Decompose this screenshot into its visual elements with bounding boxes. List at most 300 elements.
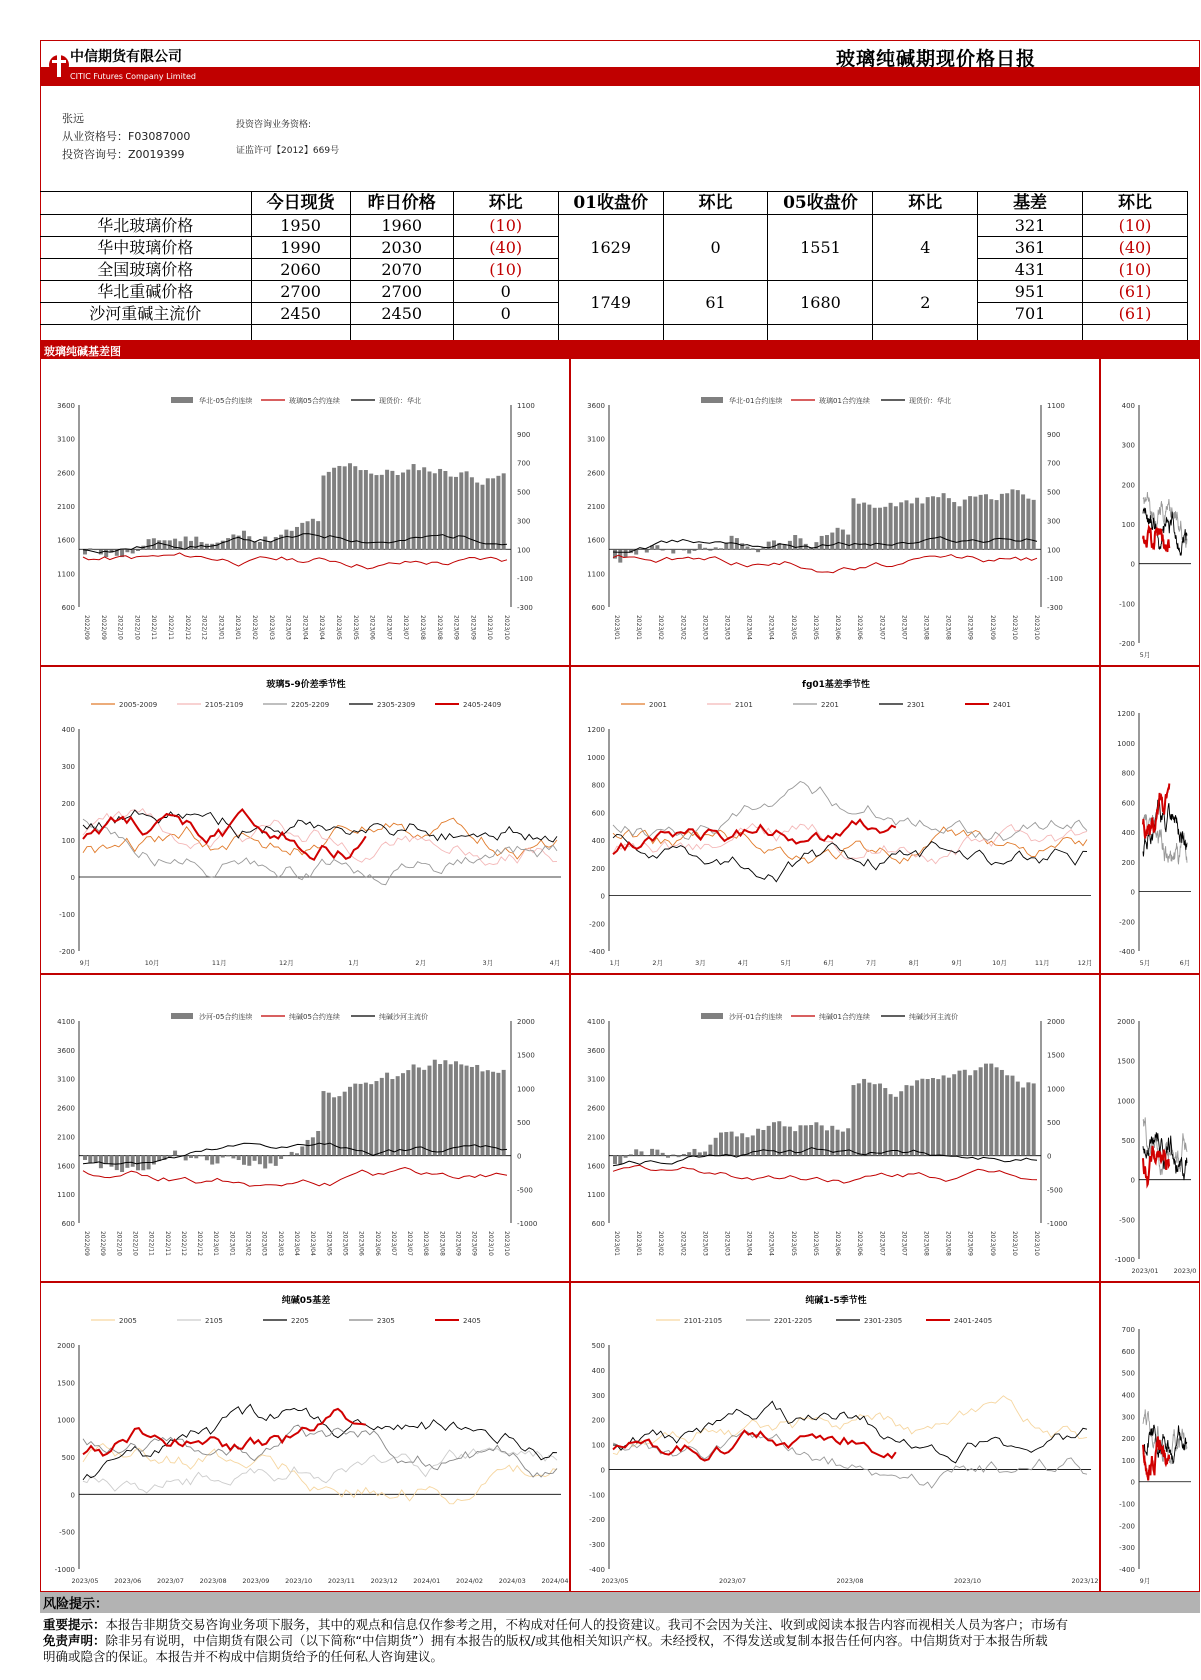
bar-mark	[958, 506, 962, 549]
y-tick-label: 500	[61, 1454, 75, 1462]
bar-mark	[920, 503, 924, 549]
y-right-tick-label: 1100	[517, 402, 535, 410]
bar-mark	[666, 1156, 670, 1158]
y-tick-label: 0	[1130, 888, 1135, 897]
y-tick-label: 400	[1121, 1391, 1135, 1400]
series-line	[613, 1431, 896, 1461]
bar-mark	[486, 1070, 490, 1156]
license-label: 投资咨询业务资格:	[236, 120, 312, 130]
series-line	[613, 555, 1037, 573]
bar-mark	[640, 1151, 644, 1155]
chart-title: 纯碱1-5季节性	[805, 1296, 867, 1306]
bar-mark	[920, 1079, 924, 1156]
x-tick-label: 2023/05	[335, 615, 342, 640]
chart-svg	[571, 359, 1101, 667]
disclaimer-label: 免责声明：	[43, 1633, 106, 1648]
x-tick-label: 2023/04	[309, 1231, 317, 1256]
bar-mark	[767, 1126, 771, 1156]
y-right-tick-label: 100	[1047, 546, 1061, 555]
license-number: 证监许可【2012】669号	[236, 146, 340, 156]
bar-mark	[173, 1151, 177, 1156]
risk-bar	[40, 1592, 1200, 1613]
bar-mark	[279, 1156, 283, 1159]
basis: 361	[978, 237, 1083, 259]
series-line	[83, 1168, 507, 1187]
x-tick-label: 2023/10	[503, 1231, 510, 1256]
y-right-tick-label: -100	[517, 575, 533, 584]
bar-mark	[1026, 499, 1030, 550]
x-tick-label: 2023/06	[357, 1231, 365, 1256]
bar-mark	[459, 472, 463, 549]
bar-mark	[730, 1132, 734, 1156]
x-tick-label: 5月	[780, 959, 792, 967]
x-tick-label: 2023/06	[114, 1577, 142, 1585]
x-tick-label: 2023/06	[368, 615, 376, 640]
y-tick-label: 2600	[57, 1104, 75, 1113]
legend-label: 2405	[463, 1317, 481, 1325]
x-tick-label: 2023/01	[635, 1231, 643, 1256]
x-tick-label: 2023/01	[217, 615, 225, 640]
chart-svg	[1101, 359, 1201, 667]
bar-mark	[454, 477, 458, 549]
important-notice	[43, 1617, 1068, 1633]
bar-mark	[910, 1086, 914, 1156]
bar-mark	[862, 1079, 866, 1156]
today-price: 2060	[251, 259, 350, 281]
bar-mark	[88, 1156, 92, 1164]
x-tick-label: 2023/05	[789, 615, 797, 640]
chart-svg	[41, 1283, 571, 1593]
bar-mark	[417, 1067, 421, 1155]
chart-svg	[41, 667, 571, 975]
bar-mark	[157, 540, 161, 549]
x-tick-label: 2023/02	[251, 615, 258, 640]
bar-mark	[820, 1125, 824, 1155]
legend-label: 2401	[993, 701, 1011, 709]
x-tick-label: 2024/02	[456, 1577, 484, 1585]
bar-mark	[237, 1156, 241, 1160]
bar-mark	[269, 541, 273, 549]
bar-mark	[693, 1149, 697, 1156]
bar-mark	[1021, 1088, 1025, 1156]
bar-mark	[475, 1065, 479, 1156]
bar-mark	[406, 470, 410, 550]
bar-mark	[682, 1154, 686, 1156]
bar-mark	[799, 1125, 803, 1155]
bar-mark	[677, 549, 681, 550]
bar-mark	[104, 1156, 108, 1164]
y-tick-label: 300	[1121, 1413, 1135, 1422]
glass-05-close: 1551	[768, 215, 873, 281]
x-tick-label: 4月	[737, 959, 749, 967]
x-tick-label: 2022/12	[183, 615, 191, 640]
bar-mark	[443, 471, 447, 549]
x-tick-label: 7月	[866, 959, 877, 967]
x-tick-label: 2022/10	[133, 615, 141, 640]
y-tick-label: 3100	[57, 435, 75, 444]
x-tick-label: 2023/04	[745, 1231, 753, 1256]
bar-mark	[348, 463, 352, 549]
bar-mark	[910, 503, 914, 549]
y-right-tick-label: -300	[1047, 604, 1063, 612]
legend-label: 2005-2009	[119, 701, 158, 709]
basis: 321	[978, 215, 1083, 237]
report-title: 玻璃纯碱期现价格日报	[836, 48, 1037, 70]
bar-mark	[714, 547, 718, 549]
x-tick-label: 2023/01	[635, 615, 643, 640]
y-tick-label: -400	[589, 1566, 605, 1574]
legend-label: 2001	[649, 701, 667, 709]
legend-label: 纯碱沙河主流价	[909, 1013, 958, 1021]
y-right-tick-label: 900	[517, 430, 531, 439]
header-cell: 环比	[453, 192, 558, 215]
series-line	[83, 553, 507, 569]
y-tick-label: 2600	[587, 1104, 605, 1113]
chart-title: fg01基差季节性	[802, 680, 870, 690]
x-tick-label: 2023/07	[718, 1577, 747, 1585]
x-tick-label: 2023/03	[284, 615, 292, 640]
bar-mark	[502, 1070, 506, 1156]
x-tick-label: 2023/10	[486, 615, 494, 640]
bar-mark	[719, 548, 723, 549]
bar-mark	[724, 1132, 728, 1156]
bar-mark	[671, 549, 675, 553]
legend-label: 纯碱05合约连续	[289, 1013, 340, 1021]
y-tick-label: 200	[591, 1416, 605, 1425]
y-tick-label: -200	[59, 948, 75, 956]
y-tick-label: 1500	[1117, 1057, 1135, 1066]
legend-label: 沙河-01合约连续	[729, 1013, 783, 1021]
series-line	[613, 1165, 1037, 1183]
y-tick-label: 2600	[587, 469, 605, 478]
x-tick-label: 2023/08	[435, 615, 443, 640]
bar-mark	[253, 1156, 257, 1161]
legend-label: 2301	[907, 701, 925, 709]
bar-mark	[364, 470, 368, 549]
x-tick-label: 2023/05	[325, 1231, 333, 1256]
x-tick-label: 2023/08	[922, 1231, 930, 1256]
x-tick-label: 2023/07	[156, 1577, 184, 1585]
x-tick-label: 2023/07	[878, 1231, 886, 1256]
soda-01-change: 61	[663, 281, 768, 325]
x-tick-label: 2023/05	[601, 1577, 629, 1585]
y-tick-label: 1500	[57, 1379, 75, 1388]
y-tick-label: 3600	[587, 1046, 605, 1055]
x-tick-label: 2022/10	[116, 615, 124, 640]
bar-mark	[889, 503, 893, 549]
chart-panel	[40, 974, 570, 1282]
bar-mark	[693, 549, 697, 551]
x-tick-label: 11月	[1034, 959, 1050, 967]
bar-mark	[905, 1085, 909, 1156]
bar-mark	[115, 1156, 119, 1170]
bar-mark	[862, 503, 866, 550]
y-tick-label: 1600	[57, 536, 75, 545]
y-right-tick-label: -500	[517, 1186, 533, 1195]
y-tick-label: 800	[1121, 769, 1135, 778]
y-tick-label: -300	[1119, 1544, 1135, 1553]
series-line	[83, 1444, 557, 1504]
chart-svg	[571, 1283, 1101, 1593]
bar-mark	[989, 1064, 993, 1156]
x-tick-label: 6月	[1179, 959, 1191, 967]
bar-mark	[205, 1156, 209, 1161]
x-tick-label: 2023/10	[1033, 615, 1040, 640]
bar-mark	[380, 475, 384, 549]
legend-label: 玻璃05合约连续	[289, 397, 340, 405]
today-price: 2700	[251, 281, 350, 303]
x-tick-label: 2022/11	[150, 615, 158, 640]
glass-01-close: 1629	[558, 215, 663, 281]
x-tick-label: 2023/09	[988, 1231, 996, 1256]
y-tick-label: -500	[1119, 1216, 1135, 1225]
bar-mark	[751, 548, 755, 549]
bar-mark	[820, 536, 824, 549]
y-right-tick-label: -1000	[517, 1220, 538, 1228]
bar-mark	[931, 496, 935, 549]
y-tick-label: 1100	[587, 570, 605, 579]
company-name: 中信期货有限公司	[70, 49, 182, 65]
bar-mark	[88, 548, 92, 549]
row-name: 华中玻璃价格	[40, 237, 251, 259]
header-cell: 昨日价格	[350, 192, 453, 215]
bar-mark	[385, 470, 389, 550]
bar-mark	[942, 493, 946, 549]
bar-mark	[465, 1066, 469, 1156]
price-table	[40, 191, 1188, 347]
x-tick-label: 2023/05	[789, 1231, 797, 1256]
x-tick-label: 2023/09	[452, 615, 460, 640]
glass-01-change: 0	[663, 215, 768, 281]
bar-mark	[364, 1083, 368, 1156]
bar-mark	[306, 521, 310, 549]
y-tick-label: 400	[1121, 829, 1135, 837]
series-line	[613, 782, 1087, 841]
basis-change: (61)	[1083, 281, 1188, 303]
x-tick-label: 2023/09	[470, 1231, 478, 1256]
bar-mark	[433, 473, 437, 549]
chart-panel	[570, 358, 1100, 666]
bar-mark	[936, 497, 940, 549]
bar-mark	[634, 1149, 638, 1155]
y-tick-label: 100	[1121, 1456, 1135, 1465]
bar-mark	[995, 1067, 999, 1155]
bar-mark	[496, 476, 500, 549]
y-tick-label: 600	[591, 809, 605, 818]
bar-mark	[343, 466, 347, 549]
bar-mark	[369, 474, 373, 550]
bar-mark	[438, 1064, 442, 1156]
x-tick-label: 2023/06	[834, 615, 842, 640]
bar-mark	[136, 549, 140, 551]
bar-mark	[915, 1080, 919, 1155]
bar-mark	[279, 535, 283, 550]
bar-mark	[708, 1145, 712, 1156]
bar-mark	[841, 1132, 845, 1156]
chart-panel	[1100, 974, 1200, 1282]
y-tick-label: 0	[1130, 1478, 1135, 1487]
y-tick-label: 600	[1121, 799, 1135, 808]
y-right-tick-label: -100	[1047, 575, 1063, 584]
x-tick-label: 2023/03	[701, 615, 709, 640]
bar-mark	[947, 1078, 951, 1156]
y-tick-label: -300	[589, 1541, 605, 1550]
yesterday-price: 2450	[350, 303, 453, 325]
x-tick-label: 11月	[211, 959, 227, 967]
bar-mark	[905, 500, 909, 549]
today-price: 1990	[251, 237, 350, 259]
bar-mark	[746, 546, 750, 549]
bar-mark	[428, 1066, 432, 1156]
analyst-consult-no: 投资咨询号：Z0019399	[62, 148, 185, 161]
bar-mark	[677, 1156, 681, 1157]
bar-mark	[284, 530, 288, 550]
y-right-tick-label: 0	[1047, 1152, 1052, 1161]
y-tick-label: 600	[61, 604, 75, 612]
yesterday-price: 1960	[350, 215, 453, 237]
chart-panel	[40, 666, 570, 974]
x-tick-label: 2023/03	[260, 1231, 268, 1256]
chart-svg	[1101, 667, 1201, 975]
bar-mark	[125, 1156, 129, 1168]
bar-mark	[428, 471, 432, 549]
bar-mark	[231, 1156, 235, 1159]
soda-01-close: 1749	[558, 281, 663, 325]
x-tick-label: 2023/08	[199, 1577, 227, 1585]
soda-05-change: 2	[873, 281, 978, 325]
bar-mark	[761, 1130, 765, 1156]
x-tick-label: 2023/09	[469, 615, 477, 640]
y-tick-label: 600	[591, 604, 605, 612]
table-header-row	[40, 192, 1188, 215]
today-price: 2450	[251, 303, 350, 325]
legend-label: 纯碱01合约连续	[819, 1013, 870, 1021]
y-tick-label: -100	[589, 1491, 605, 1500]
x-tick-label: 2023/10	[1010, 1231, 1018, 1256]
y-right-tick-label: 900	[1047, 430, 1061, 439]
header-cell: 05收盘价	[768, 192, 873, 215]
legend-label: 2305-2309	[377, 701, 416, 709]
legend-swatch	[701, 1013, 723, 1019]
legend-label: 现货价：华北	[379, 397, 421, 405]
bar-mark	[343, 1092, 347, 1156]
important-label: 重要提示：	[43, 1617, 106, 1632]
x-tick-label: 2023/10	[503, 615, 510, 640]
price-change: 0	[453, 303, 558, 325]
bar-mark	[1016, 1082, 1020, 1156]
y-tick-label: 3100	[587, 435, 605, 444]
bar-mark	[295, 527, 299, 549]
x-tick-label: 2023/01	[613, 1231, 620, 1256]
legend-label: 2401-2405	[954, 1317, 993, 1325]
bar-mark	[878, 508, 882, 550]
bar-mark	[1005, 493, 1009, 549]
bar-mark	[247, 1156, 251, 1166]
glass-05-change: 4	[873, 215, 978, 281]
x-tick-label: 10月	[144, 959, 160, 967]
bar-mark	[984, 494, 988, 549]
y-tick-label: 1100	[587, 1191, 605, 1200]
y-right-tick-label: 700	[517, 459, 531, 468]
x-tick-label: 2023/07	[900, 1231, 908, 1256]
series-line	[613, 1401, 1087, 1463]
y-tick-label: 1600	[587, 536, 605, 545]
important-text: 本报告非期货交易咨询业务项下服务，其中的观点和信息仅作参考之用，不构成对任何人的投资建议。我司不会因为关注、收到或阅读本报告内容而视相关人员为客户；市场有	[105, 1617, 1069, 1632]
y-tick-label: 1200	[587, 726, 605, 734]
bar-mark	[152, 1156, 156, 1165]
series-line	[613, 824, 1087, 864]
bar-mark	[867, 505, 871, 550]
yesterday-price: 2030	[350, 237, 453, 259]
x-tick-label: 8月	[908, 959, 920, 967]
header-cell: 基差	[978, 192, 1083, 215]
bar-mark	[708, 549, 712, 550]
bar-mark	[459, 1064, 463, 1155]
y-tick-label: -400	[1119, 948, 1135, 956]
x-tick-label: 2022/12	[179, 1231, 187, 1256]
y-tick-label: 1000	[1117, 1097, 1135, 1106]
risk-title: 风险提示：	[43, 1597, 109, 1612]
company-logo	[48, 45, 68, 85]
bar-mark	[814, 1122, 818, 1155]
legend-label: 2201-2205	[774, 1317, 813, 1325]
x-tick-label: 2023/04	[301, 615, 309, 640]
bar-mark	[449, 477, 453, 550]
x-tick-label: 2023/05	[351, 615, 359, 640]
x-tick-label: 2023/02	[679, 615, 687, 640]
chart-panel	[1100, 666, 1200, 974]
y-tick-label: 0	[600, 1466, 605, 1475]
bar-mark	[332, 1097, 336, 1155]
y-tick-label: 0	[600, 892, 605, 901]
chart-svg	[1101, 1283, 1201, 1593]
y-tick-label: 100	[591, 1441, 605, 1450]
x-tick-label: 2023/02	[244, 1231, 252, 1256]
section-red-bar	[40, 340, 1200, 358]
bar-mark	[883, 507, 887, 549]
x-tick-label: 2023/09	[966, 615, 974, 640]
x-tick-label: 6月	[823, 959, 834, 967]
bar-mark	[650, 1149, 654, 1156]
chart-svg	[571, 667, 1101, 975]
bar-mark	[412, 464, 416, 549]
x-tick-label: 1月	[609, 959, 621, 967]
bar-mark	[258, 542, 262, 549]
bar-mark	[438, 469, 442, 549]
y-tick-label: 3100	[587, 1075, 605, 1084]
bar-mark	[380, 1078, 384, 1156]
x-tick-label: 2023/10	[953, 1577, 982, 1585]
bar-mark	[719, 1133, 723, 1156]
chart-svg	[571, 975, 1101, 1283]
x-tick-label: 12月	[279, 959, 294, 967]
x-tick-label: 2023/08	[944, 615, 952, 640]
bar-mark	[327, 472, 331, 549]
bar-mark	[629, 1154, 633, 1155]
bar-mark	[401, 1073, 405, 1156]
bar-mark	[348, 1087, 352, 1156]
bar-mark	[624, 549, 628, 557]
x-tick-label: 2023/01	[212, 1231, 220, 1256]
bar-mark	[958, 1071, 962, 1156]
bar-mark	[788, 1127, 792, 1156]
y-tick-label: 1000	[57, 1416, 75, 1425]
bar-mark	[968, 496, 972, 549]
x-tick-label: 2023/01	[613, 615, 620, 640]
bar-mark	[952, 1074, 956, 1155]
bar-mark	[889, 1094, 893, 1156]
series-line	[83, 819, 557, 885]
